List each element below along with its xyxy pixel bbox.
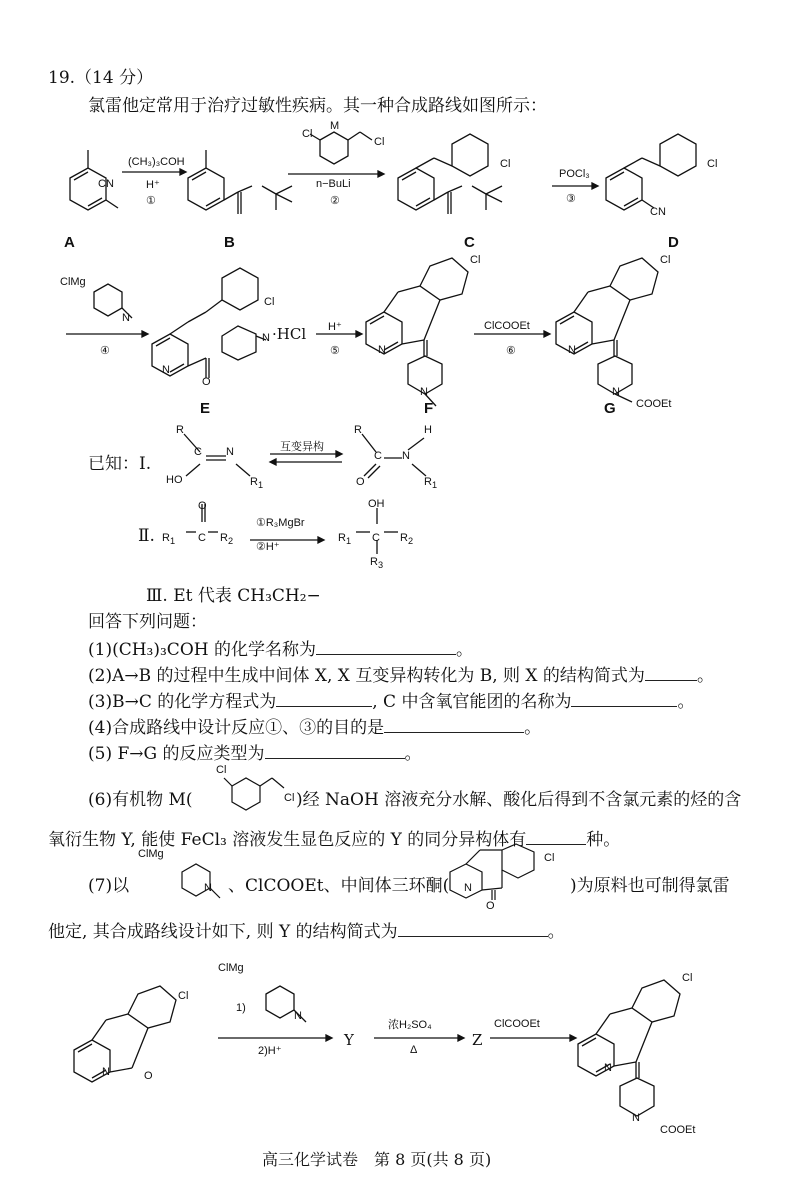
reagent-m-label: M <box>330 120 340 132</box>
known-title: 已知：Ⅰ. <box>88 454 152 474</box>
reagent-1: (CH₃)₃COH <box>128 156 185 168</box>
question-6a: (6)有机物 M( <box>88 790 193 810</box>
known-ii-r1: $R_1$ <box>162 532 176 547</box>
atom-cl-f: Cl <box>470 254 481 266</box>
label-f: F <box>424 400 434 417</box>
atom-n-g2: N <box>612 386 620 398</box>
atom-cl-m1: Cl <box>302 128 313 140</box>
s2-step1: 1) <box>236 1002 246 1014</box>
answer-blank-2[interactable] <box>645 664 697 681</box>
cooet-g: COOEt <box>636 398 672 410</box>
reagent-3: POCl₃ <box>559 168 590 180</box>
known-n1: N <box>226 446 234 458</box>
q6-cl1: Cl <box>216 764 227 776</box>
known-c1: C <box>194 446 202 458</box>
step-6: ⑥ <box>506 345 516 357</box>
answer-blank-3b[interactable] <box>571 690 677 707</box>
s2-acid: 浓H₂SO₄ <box>388 1019 432 1031</box>
s2-cl2: Cl <box>682 972 693 984</box>
known-ii-cp: C <box>372 532 380 544</box>
known-r1a: $R_1$ <box>250 476 264 491</box>
reagent-m-structure <box>310 132 372 164</box>
answer-blank-3a[interactable] <box>276 690 372 707</box>
question-4: (4)合成路线中设计反应①、③的目的是 。 <box>88 718 542 738</box>
known-ii-reagent2: ②H⁺ <box>256 541 280 553</box>
step-1: ① <box>146 195 156 207</box>
q7-tricyclic-ketone <box>440 842 580 912</box>
known-iii: Ⅲ. Et 代表 CH₃CH₂− <box>146 586 321 606</box>
answer-blank-4[interactable] <box>384 716 524 733</box>
s2-n1: N <box>102 1066 110 1078</box>
compound-d-structure <box>606 134 696 210</box>
question-7c: )为原料也可制得氯雷 <box>570 876 730 896</box>
synthesis-scheme-q7 <box>0 960 800 1130</box>
atom-n-grignard: N <box>122 312 130 324</box>
label-e: E <box>200 400 211 417</box>
question-intro: 氯雷他定常用于治疗过敏性疾病。其一种合成路线如图所示： <box>88 96 547 116</box>
step-2: ② <box>330 195 340 207</box>
atom-o-e: O <box>202 376 211 388</box>
s2-cl1: Cl <box>178 990 189 1002</box>
known-n2: N <box>402 450 410 462</box>
question-3: (3)B→C 的化学方程式为 , C 中含氧官能团的名称为 。 <box>88 692 695 712</box>
known-ii-r2: $R_2$ <box>220 532 234 547</box>
known-h: H <box>424 424 432 436</box>
q7-n: N <box>204 882 212 894</box>
page-footer: 高三化学试卷 第 8 页(共 8 页) <box>262 1150 492 1169</box>
known-ho: HO <box>166 474 183 486</box>
reagent-5: H⁺ <box>328 321 342 333</box>
answer-blank-7[interactable] <box>398 920 548 937</box>
known-r2: R <box>354 424 362 436</box>
reagent-2: n−BuLi <box>316 178 351 190</box>
known-ii-reagent1: ①R₃MgBr <box>256 517 305 529</box>
s2-o: O <box>144 1070 153 1082</box>
s2-step2: 2)H⁺ <box>258 1045 282 1057</box>
q7-cl: Cl <box>544 852 555 864</box>
atom-n-e2: N <box>262 332 270 344</box>
known-ii-c: C <box>198 532 206 544</box>
known-r: R <box>176 424 184 436</box>
known-ii-r2p: $R_2$ <box>400 532 414 547</box>
atom-n-f: N <box>378 344 386 356</box>
atom-n-f2: N <box>420 386 428 398</box>
question-1: (1)(CH₃)₃COH 的化学名称为 。 <box>88 640 473 660</box>
atom-cl-e: Cl <box>264 296 275 308</box>
s2-n2: N <box>294 1010 302 1022</box>
compound-c-structure <box>398 134 502 214</box>
known-ii-prefix: Ⅱ. <box>138 526 155 546</box>
synthesis-scheme-row2 <box>0 252 800 412</box>
questions-lead: 回答下列问题： <box>88 612 207 632</box>
label-d: D <box>668 234 679 251</box>
q7-n2: N <box>464 882 472 894</box>
atom-cl-m2: Cl <box>374 136 385 148</box>
label-b: B <box>224 234 235 251</box>
known-c2: C <box>374 450 382 462</box>
question-7d: 他定, 其合成路线设计如下, 则 Y 的结构简式为 。 <box>48 922 565 942</box>
q7-o: O <box>486 900 495 912</box>
step-3: ③ <box>566 193 576 205</box>
reagent-1b: H⁺ <box>146 179 160 191</box>
known-o: O <box>356 476 365 488</box>
reagent-6: ClCOOEt <box>484 320 530 332</box>
atom-cn-d: CN <box>650 206 666 218</box>
q7-clmg: ClMg <box>138 848 164 860</box>
known-ii-r3: $R_3$ <box>370 556 384 571</box>
atom-n-g: N <box>568 344 576 356</box>
grignard-label: ClMg <box>60 276 86 288</box>
question-5: (5) F→G 的反应类型为 。 <box>88 744 422 764</box>
question-6c: 氧衍生物 Y, 能使 FeCl₃ 溶液发生显色反应的 Y 的同分异构体有 种。 <box>48 830 621 850</box>
q6-cl2: Cl <box>284 792 295 804</box>
compound-b-structure <box>188 150 292 214</box>
atom-n-e: N <box>162 364 170 376</box>
question-2: (2)A→B 的过程中生成中间体 X, X 互变异构转化为 B, 则 X 的结构简式为 。 <box>88 666 714 686</box>
s2-n4: N <box>632 1112 640 1124</box>
s2-y: Y <box>344 1031 354 1049</box>
question-number: 19.（14 分） <box>48 68 154 88</box>
label-a: A <box>64 234 75 251</box>
atom-cl-g: Cl <box>660 254 671 266</box>
s2-n3: N <box>604 1062 612 1074</box>
known-ii-oh: OH <box>368 498 385 510</box>
answer-blank-5[interactable] <box>265 742 405 759</box>
atom-cl-d: Cl <box>707 158 718 170</box>
known-r1b: $R_1$ <box>424 476 438 491</box>
atom-cn-a: CN <box>98 178 114 190</box>
hcl-salt: ·HCl <box>272 325 307 343</box>
answer-blank-1[interactable] <box>316 638 456 655</box>
step-4: ④ <box>100 345 110 357</box>
s2-reagent: ClCOOEt <box>494 1018 540 1030</box>
known-ii-o: O <box>198 500 207 512</box>
s2-cooet: COOEt <box>660 1124 696 1136</box>
known-ii-r1p: $R_1$ <box>338 532 352 547</box>
known-reactions-structures <box>0 420 800 550</box>
tautomer-label: 互变异构 <box>280 441 324 453</box>
step-5: ⑤ <box>330 345 340 357</box>
s2-z: Z <box>472 1031 483 1049</box>
question-6b: )经 NaOH 溶液充分水解、酸化后得到不含氯元素的烃的含 <box>296 790 742 810</box>
label-c: C <box>464 234 475 251</box>
atom-cl-c: Cl <box>500 158 511 170</box>
label-g: G <box>604 400 616 417</box>
question-7b: 、ClCOOEt、中间体三环酮( <box>228 876 450 896</box>
question-7a: (7)以 <box>88 876 130 896</box>
s2-delta: Δ <box>410 1044 418 1056</box>
s2-clmg: ClMg <box>218 962 244 974</box>
